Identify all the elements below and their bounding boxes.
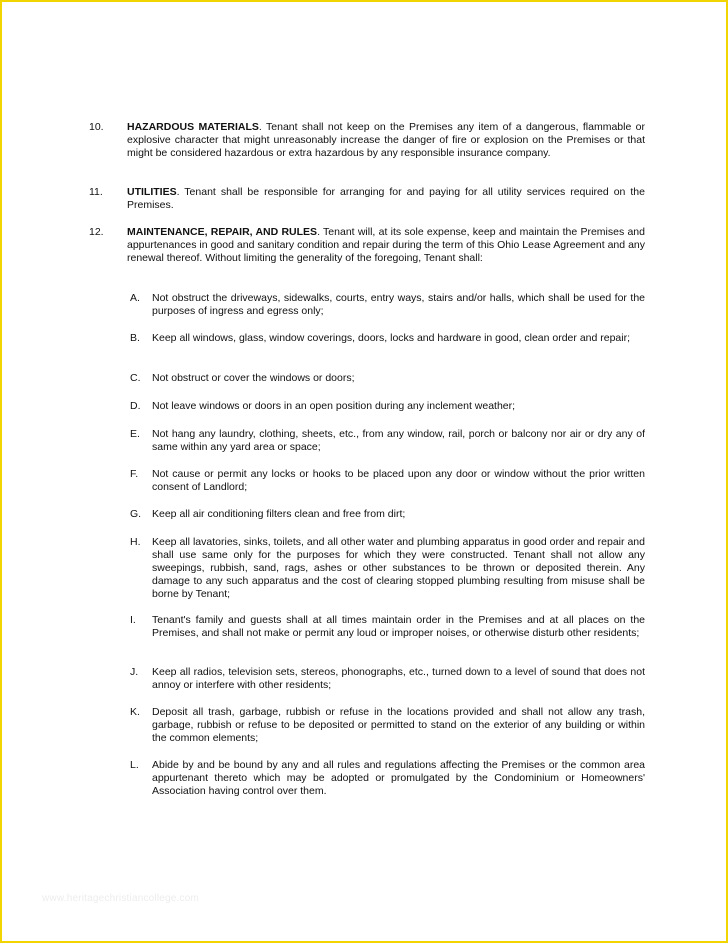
section-number: 12.	[89, 226, 104, 238]
item-text: Not cause or permit any locks or hooks to be placed upon any door or window without the prior written consent of Landlord;	[152, 468, 645, 493]
section-text: . Tenant will, at its sole expense, keep and maintain the Premises and appurtenances in good and sanitary condition and repair during the term of this Ohio Lease Agreement and any renewal thereof. Without limiting the generality of the foregoing, Tenant shall:	[127, 226, 645, 264]
list-item-l	[130, 759, 645, 798]
item-text: Not hang any laundry, clothing, sheets, etc., from any window, rail, porch or balcony nor air or dry any of same within any yard area or space;	[152, 428, 645, 453]
list-item-h	[130, 536, 645, 601]
section-12	[89, 226, 645, 265]
item-text: Not obstruct or cover the windows or doors;	[152, 372, 355, 384]
list-item-i	[130, 614, 645, 640]
item-text: Not obstruct the driveways, sidewalks, courts, entry ways, stairs and/or halls, which shall be used for the purposes of ingress and egress only;	[152, 292, 645, 317]
item-text: Keep all lavatories, sinks, toilets, and all other water and plumbing apparatus in good order and repair and shall use same only for the purposes for which they were constructed. Tenant shall not allow any sweepings, rubbish, sand, rags, ashes or other substances to be thrown or deposited therein. Any damage to any such apparatus and the cost of clearing stopped plumbing resulting from misuse shall be borne by Tenant;	[152, 536, 645, 600]
item-letter: D.	[130, 400, 141, 412]
list-item-j	[130, 666, 645, 692]
list-item-g	[130, 508, 645, 521]
section-10	[89, 121, 645, 160]
item-letter: G.	[130, 508, 142, 520]
item-letter: E.	[130, 428, 140, 440]
item-text: Tenant's family and guests shall at all times maintain order in the Premises and at all places on the Premises, and shall not make or permit any loud or improper noises, or otherwise disturb other residents;	[152, 614, 645, 639]
document-page	[2, 2, 726, 941]
item-letter: C.	[130, 372, 141, 384]
item-text: Abide by and be bound by any and all rules and regulations affecting the Premises or the common area appurtenant thereto which may be adopted or promulgated by the Condominium or Homeowners' Association having control over them.	[152, 759, 645, 797]
item-letter: B.	[130, 332, 140, 344]
list-item-f	[130, 468, 645, 494]
section-text: . Tenant shall not keep on the Premises any item of a dangerous, flammable or explosive character that might unreasonably increase the danger of fire or explosion on the Premises or that might be considered hazardous or extra hazardous by any responsible insurance company.	[127, 121, 645, 159]
list-item-c	[130, 372, 645, 385]
section-11	[89, 186, 645, 212]
item-letter: A.	[130, 292, 140, 304]
section-body	[127, 226, 645, 265]
item-letter: L.	[130, 759, 139, 771]
section-body	[127, 121, 645, 160]
item-letter: J.	[130, 666, 139, 678]
section-number: 10.	[89, 121, 104, 133]
item-letter: I.	[130, 614, 136, 626]
list-item-a	[130, 292, 645, 318]
item-text: Not leave windows or doors in an open position during any inclement weather;	[152, 400, 516, 412]
list-item-b	[130, 332, 645, 345]
section-text: . Tenant shall be responsible for arranging for and paying for all utility services required on the Premises.	[127, 186, 645, 211]
item-letter: F.	[130, 468, 139, 480]
item-letter: K.	[130, 706, 140, 718]
section-number: 11.	[89, 186, 103, 198]
list-item-e	[130, 428, 645, 454]
list-item-k	[130, 706, 645, 745]
watermark: www.heritagechristiancollege.com	[42, 893, 200, 904]
item-letter: H.	[130, 536, 141, 548]
section-heading: HAZARDOUS MATERIALS	[127, 121, 259, 133]
item-text: Keep all windows, glass, window coverings, doors, locks and hardware in good, clean order and repair;	[152, 332, 631, 344]
item-text: Keep all radios, television sets, stereos, phonographs, etc., turned down to a level of sound that does not annoy or interfere with other residents;	[152, 666, 645, 691]
section-heading: MAINTENANCE, REPAIR, AND RULES	[127, 226, 318, 238]
list-item-d	[130, 400, 645, 413]
section-body	[127, 186, 645, 212]
section-heading: UTILITIES	[127, 186, 177, 198]
item-text: Deposit all trash, garbage, rubbish or refuse in the locations provided and shall not allow any trash, garbage, rubbish or refuse to be deposited or permitted to stand on the exterior of any building or within the common elements;	[152, 706, 645, 744]
item-text: Keep all air conditioning filters clean and free from dirt;	[152, 508, 406, 520]
